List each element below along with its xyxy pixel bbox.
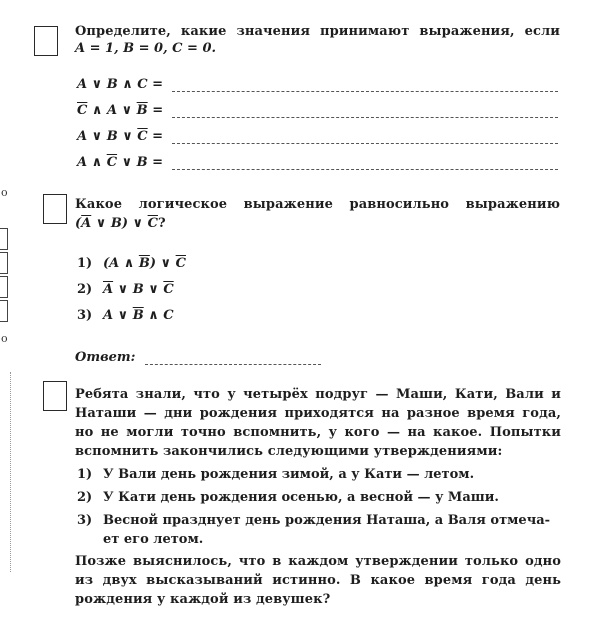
expression-text: A ∨ [103, 308, 133, 323]
negated-variable: $\overline{C}$ [137, 129, 148, 144]
expression-text: A ∨ B ∨ [77, 129, 138, 144]
task2-answer-label [75, 350, 135, 365]
task3-statement-1 [77, 465, 474, 484]
task1-expression-4 [77, 155, 163, 170]
task3-answer-box[interactable] [43, 381, 67, 411]
expression-text: A ∧ [77, 155, 107, 170]
statement-text: У Кати день рождения осенью, а весной — у Маши. [103, 490, 499, 505]
task2-option-3 [77, 306, 174, 325]
answer-line[interactable] [172, 143, 558, 144]
task1-expression-2 [77, 103, 163, 118]
statement-number: 1) [77, 467, 93, 482]
expression-text: ) ∨ [149, 256, 176, 271]
option-number: 1) [77, 256, 93, 271]
question-mark: ? [157, 216, 166, 231]
task2-question-line2 [75, 216, 166, 231]
answer-label-text: Ответ: [75, 350, 136, 365]
expression-text: (A ∧ [103, 256, 139, 271]
margin-cell [0, 300, 8, 322]
expression-text: ( [75, 216, 82, 231]
task1-expression-3 [77, 129, 163, 144]
task2-answer-line[interactable] [145, 364, 321, 365]
expression-text: = [147, 103, 164, 118]
statement-text: Весной празднует день рождения Наташа, а Валя отмеча- [103, 513, 551, 528]
expression-text: ∨ B) ∨ [91, 216, 148, 231]
option-number: 2) [77, 282, 93, 297]
margin-cell [0, 276, 8, 298]
expression-text: = [147, 129, 164, 144]
negated-variable: $\overline{C}$ [163, 282, 174, 297]
negated-variable: $\overline{B}$ [136, 103, 148, 118]
task3-outro: Позже выяснилось, что в каждом утверждении только одно из двух высказываний истинно. В какое время года день рождения у каждой из девушек? [75, 554, 561, 607]
task3-statement-2 [77, 488, 499, 507]
task2-answer-box[interactable] [43, 194, 67, 224]
margin-cell [0, 252, 8, 274]
negated-variable: $\overline{B}$ [138, 256, 150, 271]
expression-text: ∧ A ∨ [87, 103, 137, 118]
task1-question-line2: A = 1, B = 0, C = 0. [75, 41, 217, 56]
negated-variable: $\overline{A}$ [103, 282, 114, 297]
expression-text: A ∨ B ∧ C = [77, 77, 164, 92]
answer-line[interactable] [172, 91, 558, 92]
negated-variable: $\overline{C}$ [77, 103, 88, 118]
margin-cell [0, 228, 8, 250]
task3-statement-3 [77, 511, 550, 530]
task3-statement-3-cont: ет его летом. [103, 532, 204, 547]
negated-variable: $\overline{A}$ [81, 216, 92, 231]
option-number: 3) [77, 308, 93, 323]
task2-option-1 [77, 254, 186, 273]
expression-text: ∨ B = [117, 155, 164, 170]
statement-number: 2) [77, 490, 93, 505]
negated-variable: $\overline{C}$ [147, 216, 158, 231]
task2-question-line1: Какое логическое выражение равносильно выражению [75, 197, 560, 212]
statement-number: 3) [77, 513, 93, 528]
expression-text: ∧ C [143, 308, 174, 323]
answer-line[interactable] [172, 169, 558, 170]
statement-text: У Вали день рождения зимой, а у Кати — летом. [103, 467, 475, 482]
negated-variable: $\overline{C}$ [175, 256, 186, 271]
answer-line[interactable] [172, 117, 558, 118]
task1-expression-1 [77, 77, 163, 92]
task3-intro: Ребята знали, что у четырёх подруг — Маши, Кати, Вали и Наташи — дни рождения приходятся на разное время года, но не могли точно вспомнить, у кого — на какое. Попытки вспомнить закончились следующими утверждениями: [75, 387, 561, 459]
negated-variable: $\overline{C}$ [106, 155, 118, 170]
task1-question-line1: Определите, какие значения принимают выражения, если [75, 24, 560, 39]
margin-letter: о [1, 332, 8, 345]
negated-variable: $\overline{B}$ [132, 308, 144, 323]
task1-answer-box[interactable] [34, 26, 58, 56]
task2-option-2 [77, 280, 174, 299]
margin-dotted-border [2, 372, 11, 572]
expression-text: ∨ B ∨ [113, 282, 164, 297]
margin-letter: о [1, 186, 8, 199]
